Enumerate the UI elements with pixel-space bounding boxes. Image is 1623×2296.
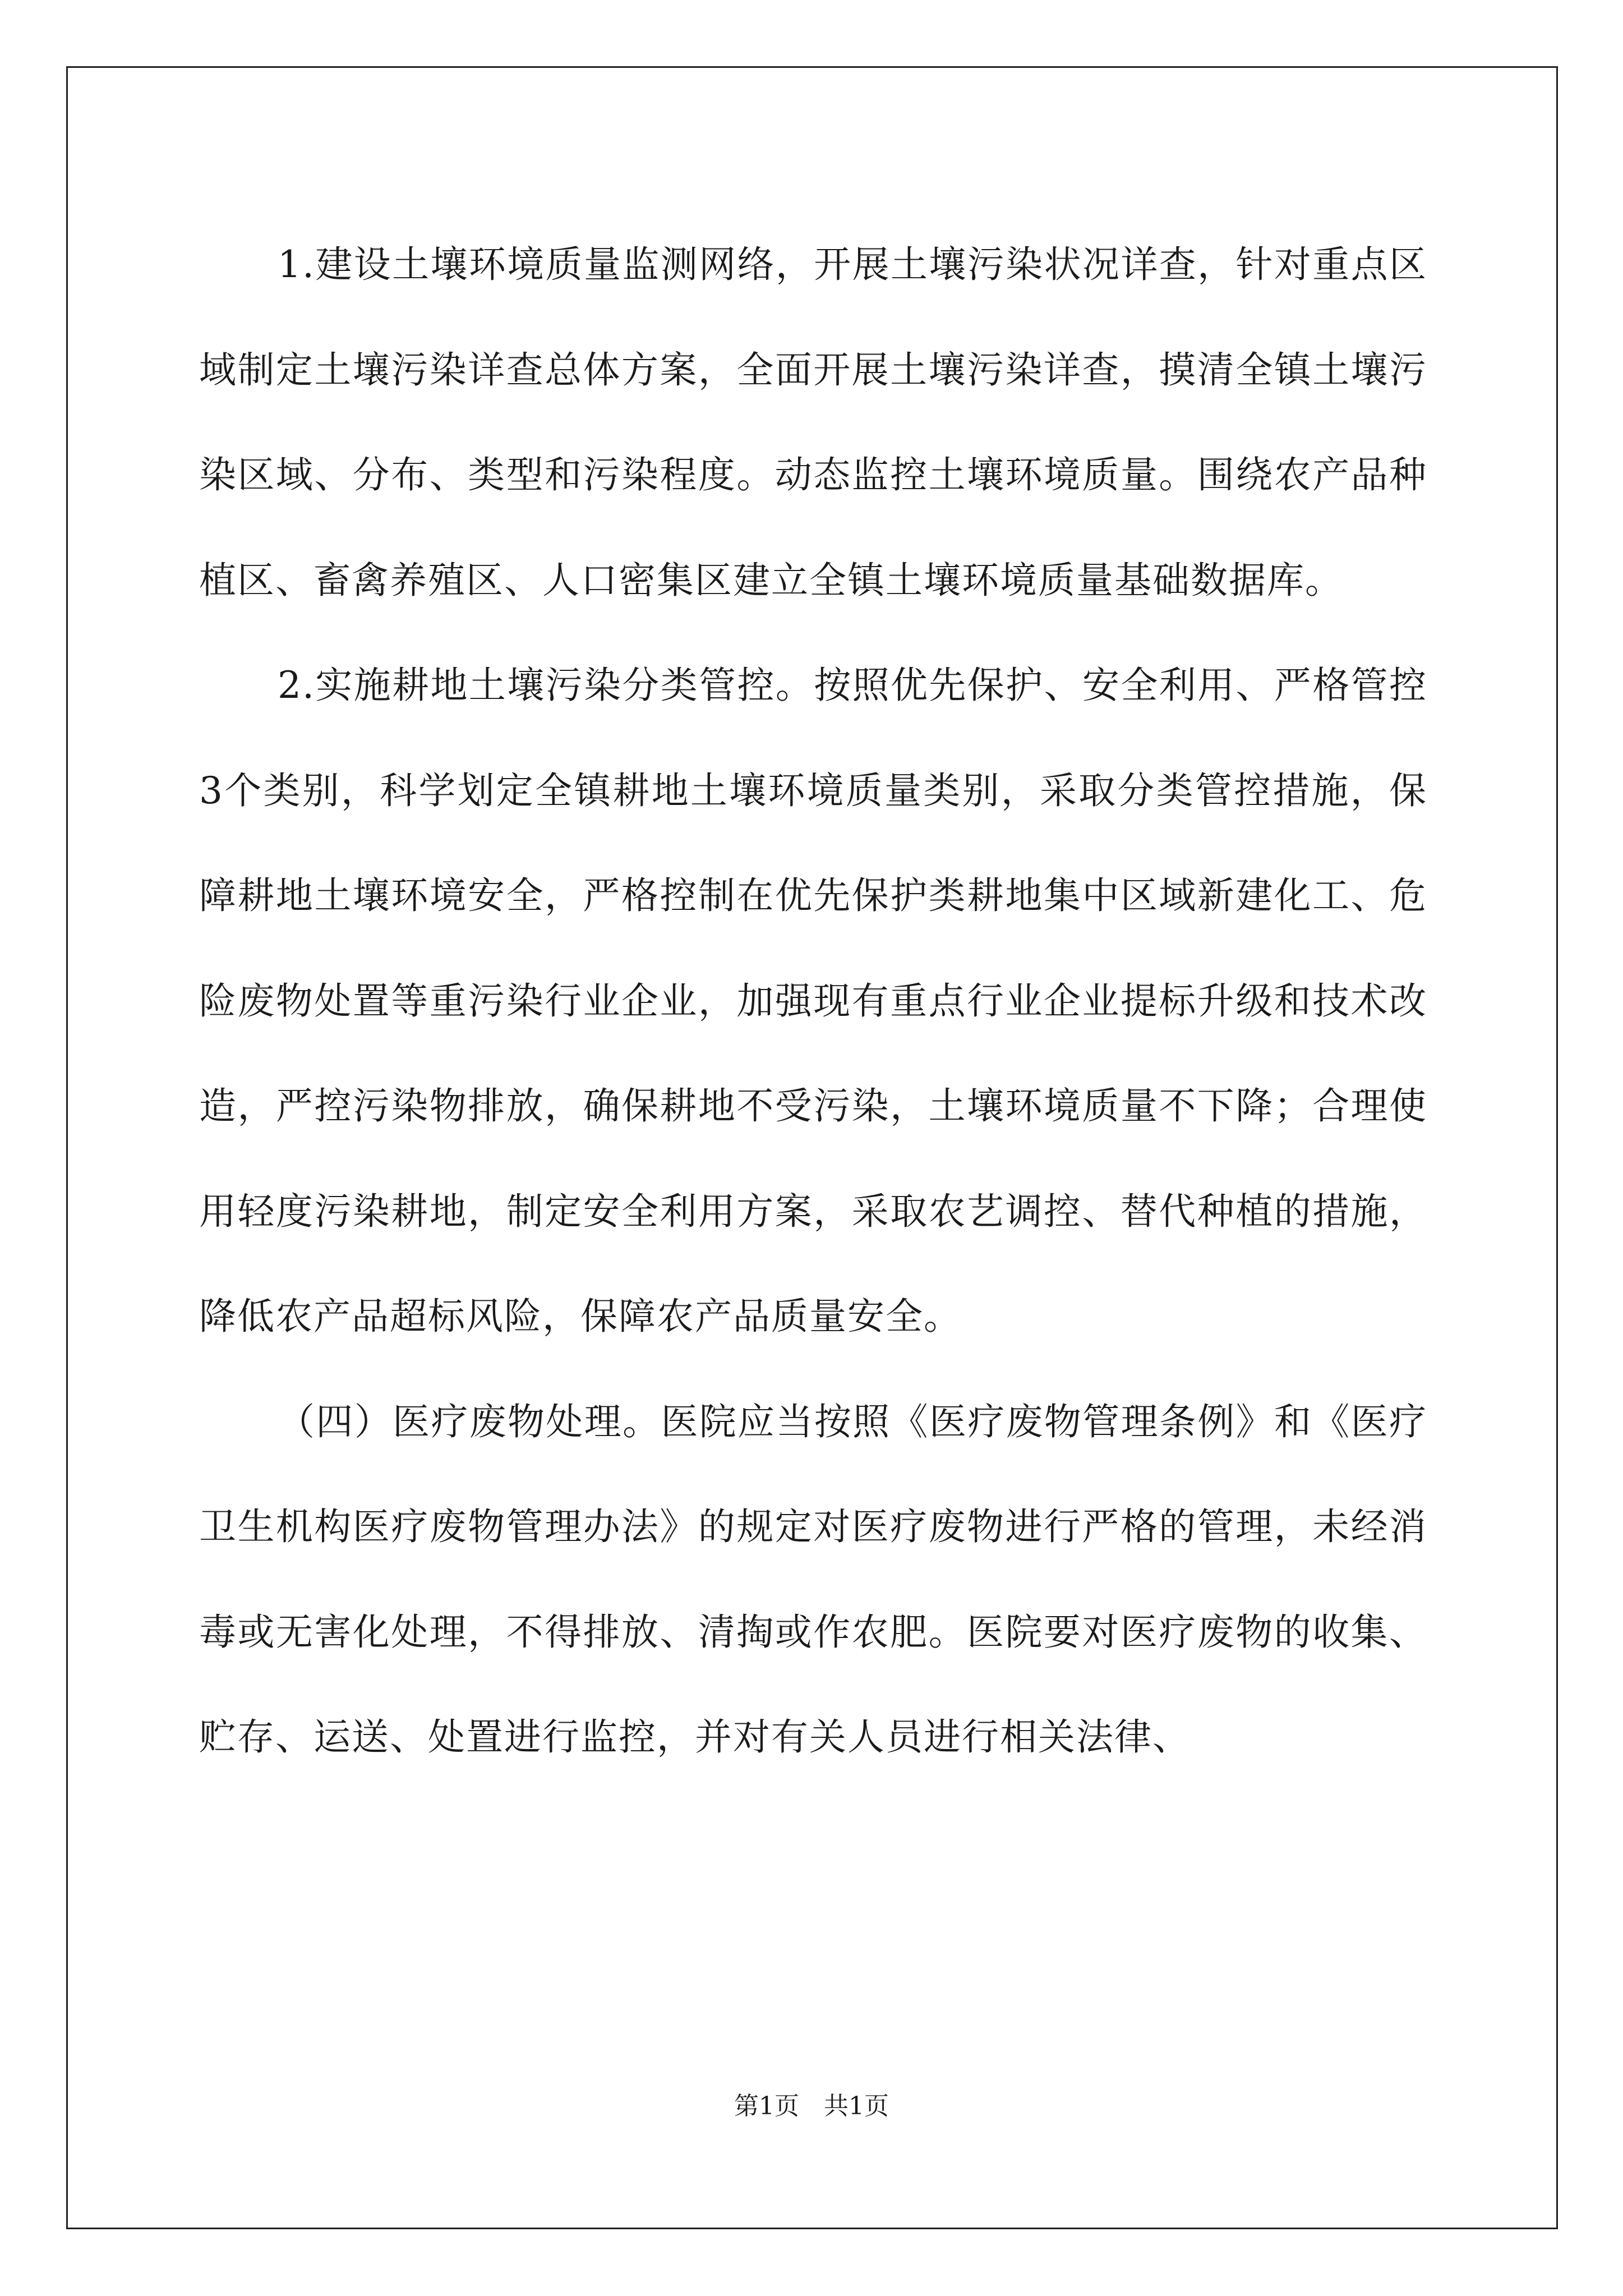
paragraph-soil-monitoring: 1.建设土壤环境质量监测网络，开展土壤污染状况详查，针对重点区域制定土壤污染详查总体方案，全面开展土壤污染详查，摸清全镇土壤污染区域、分布、类型和污染程度。动态监控土壤环境质量。围绕农产品种植区、畜禽养殖区、人口密集区建立全镇土壤环境质量基础数据库。 xyxy=(199,243,1427,602)
document-body xyxy=(199,212,1427,1790)
page-number-total: 共1页 xyxy=(824,2092,889,2120)
page-footer xyxy=(0,2090,1623,2123)
paragraph-medical-waste: （四）医疗废物处理。医院应当按照《医疗废物管理条例》和《医疗卫生机构医疗废物管理办法》的规定对医疗废物进行严格的管理，未经消毒或无害化处理，不得排放、清掏或作农肥。医院要对医疗废物的收集、贮存、运送、处置进行监控，并对有关人员进行相关法律、 xyxy=(199,1400,1427,1759)
paragraph-farmland-control: 2.实施耕地土壤污染分类管控。按照优先保护、安全利用、严格管控3个类别，科学划定全镇耕地土壤环境质量类别，采取分类管控措施，保障耕地土壤环境安全，严格控制在优先保护类耕地集中区域新建化工、危险废物处置等重污染行业企业，加强现有重点行业企业提标升级和技术改造，严控污染物排放，确保耕地不受污染，土壤环境质量不下降；合理使用轻度污染耕地，制定安全利用方案，采取农艺调控、替代种植的措施，降低农产品超标风险，保障农产品质量安全。 xyxy=(199,664,1427,1338)
page-number-current: 第1页 xyxy=(734,2092,799,2120)
